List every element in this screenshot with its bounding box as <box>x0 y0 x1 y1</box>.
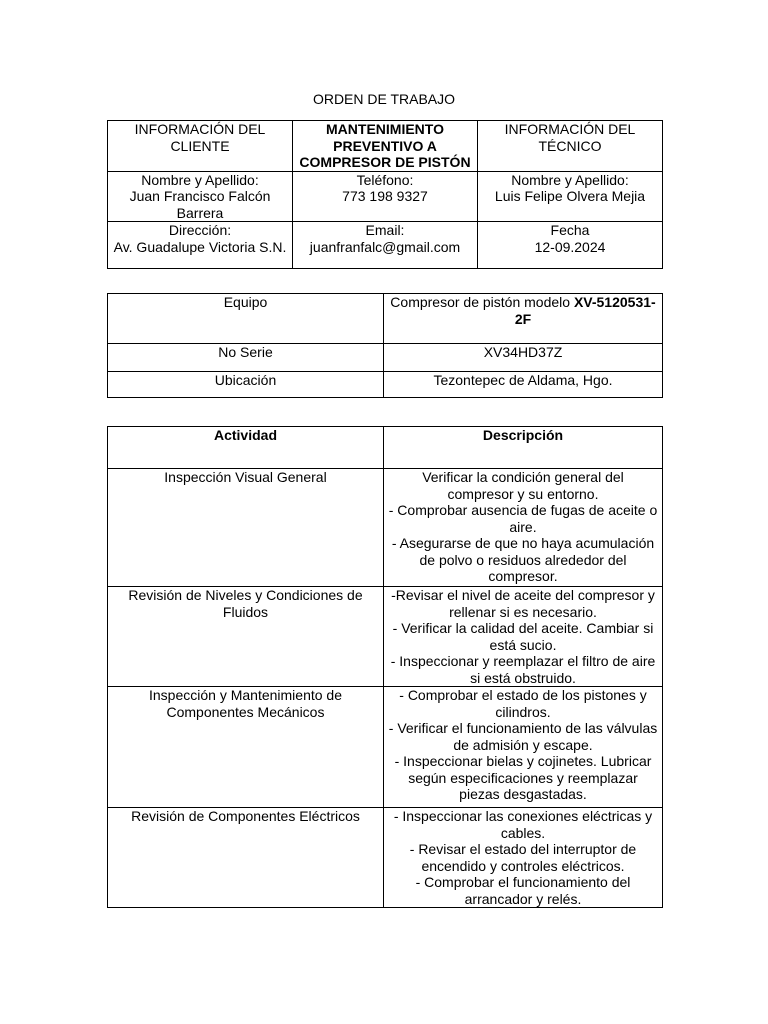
equipment-value <box>384 294 663 344</box>
technician-info-header: INFORMACIÓN DEL TÉCNICO <box>478 121 663 172</box>
address-label: Dirección: <box>168 222 232 238</box>
activities-table <box>107 426 663 908</box>
description-line: - Comprobar ausencia de fugas de aceite o aire. <box>388 502 658 535</box>
description-line: - Inspeccionar bielas y cojinetes. Lubricar según especificaciones y reemplazar piezas desgastadas. <box>394 753 652 802</box>
address-value: Av. Guadalupe Victoria S.N. <box>113 238 287 255</box>
equipment-label: Equipo <box>108 294 384 344</box>
date-cell <box>478 222 663 269</box>
activity-name: Inspección Visual General <box>108 469 384 587</box>
description-line: - Inspeccionar las conexiones eléctricas y cables. <box>393 808 653 841</box>
email-label: Email: <box>365 222 405 238</box>
location-value: Tezontepec de Aldama, Hgo. <box>384 372 663 398</box>
serial-value: XV34HD37Z <box>384 344 663 372</box>
description-line: - Inspeccionar y reemplazar el filtro de aire si está obstruido. <box>390 653 656 686</box>
activity-name: Revisión de Componentes Eléctricos <box>108 808 384 908</box>
activity-description <box>384 687 663 808</box>
table-row <box>108 687 663 808</box>
client-name-label: Nombre y Apellido: <box>141 171 259 188</box>
activity-description <box>384 808 663 908</box>
equipment-prefix: Compresor de pistón modelo <box>390 294 574 310</box>
header-row <box>108 121 663 172</box>
tech-name-label: Nombre y Apellido: <box>511 171 629 188</box>
table-row <box>108 587 663 687</box>
client-name: Juan Francisco Falcón Barrera <box>129 188 271 221</box>
location-row <box>108 372 663 398</box>
activities-header-row <box>108 427 663 469</box>
date-label: Fecha <box>550 222 590 238</box>
description-line: - Verificar la calidad del aceite. Cambiar si está sucio. <box>392 620 654 653</box>
description-line: Verificar la condición general del compresor y su entorno. <box>422 469 624 502</box>
description-line: - Asegurarse de que no haya acumulación de polvo o residuos alrededor del compresor. <box>391 535 655 584</box>
address-cell <box>108 222 293 269</box>
activity-name: Revisión de Niveles y Condiciones de Fluidos <box>108 587 384 687</box>
service-header: MANTENIMIENTO PREVENTIVO A COMPRESOR DE PISTÓN <box>293 121 478 172</box>
activity-description <box>384 469 663 587</box>
serial-row <box>108 344 663 372</box>
email-cell <box>293 222 478 269</box>
description-line: - Verificar el funcionamiento de las válvulas de admisión y escape. <box>388 720 658 753</box>
client-technician-table <box>107 120 663 269</box>
document-title: ORDEN DE TRABAJO <box>312 91 456 107</box>
table-row <box>108 469 663 587</box>
activity-name: Inspección y Mantenimiento de Componentes Mecánicos <box>108 687 384 808</box>
tech-name-cell <box>478 171 663 222</box>
activity-column-header: Actividad <box>108 427 384 469</box>
client-info-header: INFORMACIÓN DEL CLIENTE <box>108 121 293 172</box>
table-row <box>108 808 663 908</box>
client-name-cell <box>108 171 293 222</box>
serial-label: No Serie <box>108 344 384 372</box>
email-value: juanfranfalc@gmail.com <box>309 238 461 255</box>
equipment-model: XV-5120531-2F <box>514 294 656 327</box>
description-line: -Revisar el nivel de aceite del compresor y rellenar si es necesario. <box>391 587 655 620</box>
phone-cell <box>293 171 478 222</box>
location-label: Ubicación <box>108 372 384 398</box>
description-line: - Revisar el estado del interruptor de encendido y controles eléctricos. <box>409 841 637 874</box>
date-value: 12-09.2024 <box>534 238 606 255</box>
description-line: - Comprobar el estado de los pistones y cilindros. <box>399 687 647 720</box>
equipment-table <box>107 293 663 398</box>
names-row <box>108 171 663 222</box>
contact-row <box>108 222 663 269</box>
description-column-header: Descripción <box>384 427 663 469</box>
phone-label: Teléfono: <box>356 171 414 188</box>
equipment-row <box>108 294 663 344</box>
tech-name: Luis Felipe Olvera Mejia <box>494 188 646 204</box>
description-line: - Comprobar el funcionamiento del arrancador y relés. <box>415 874 631 907</box>
activity-description <box>384 587 663 687</box>
phone-value: 773 198 9327 <box>342 188 428 204</box>
